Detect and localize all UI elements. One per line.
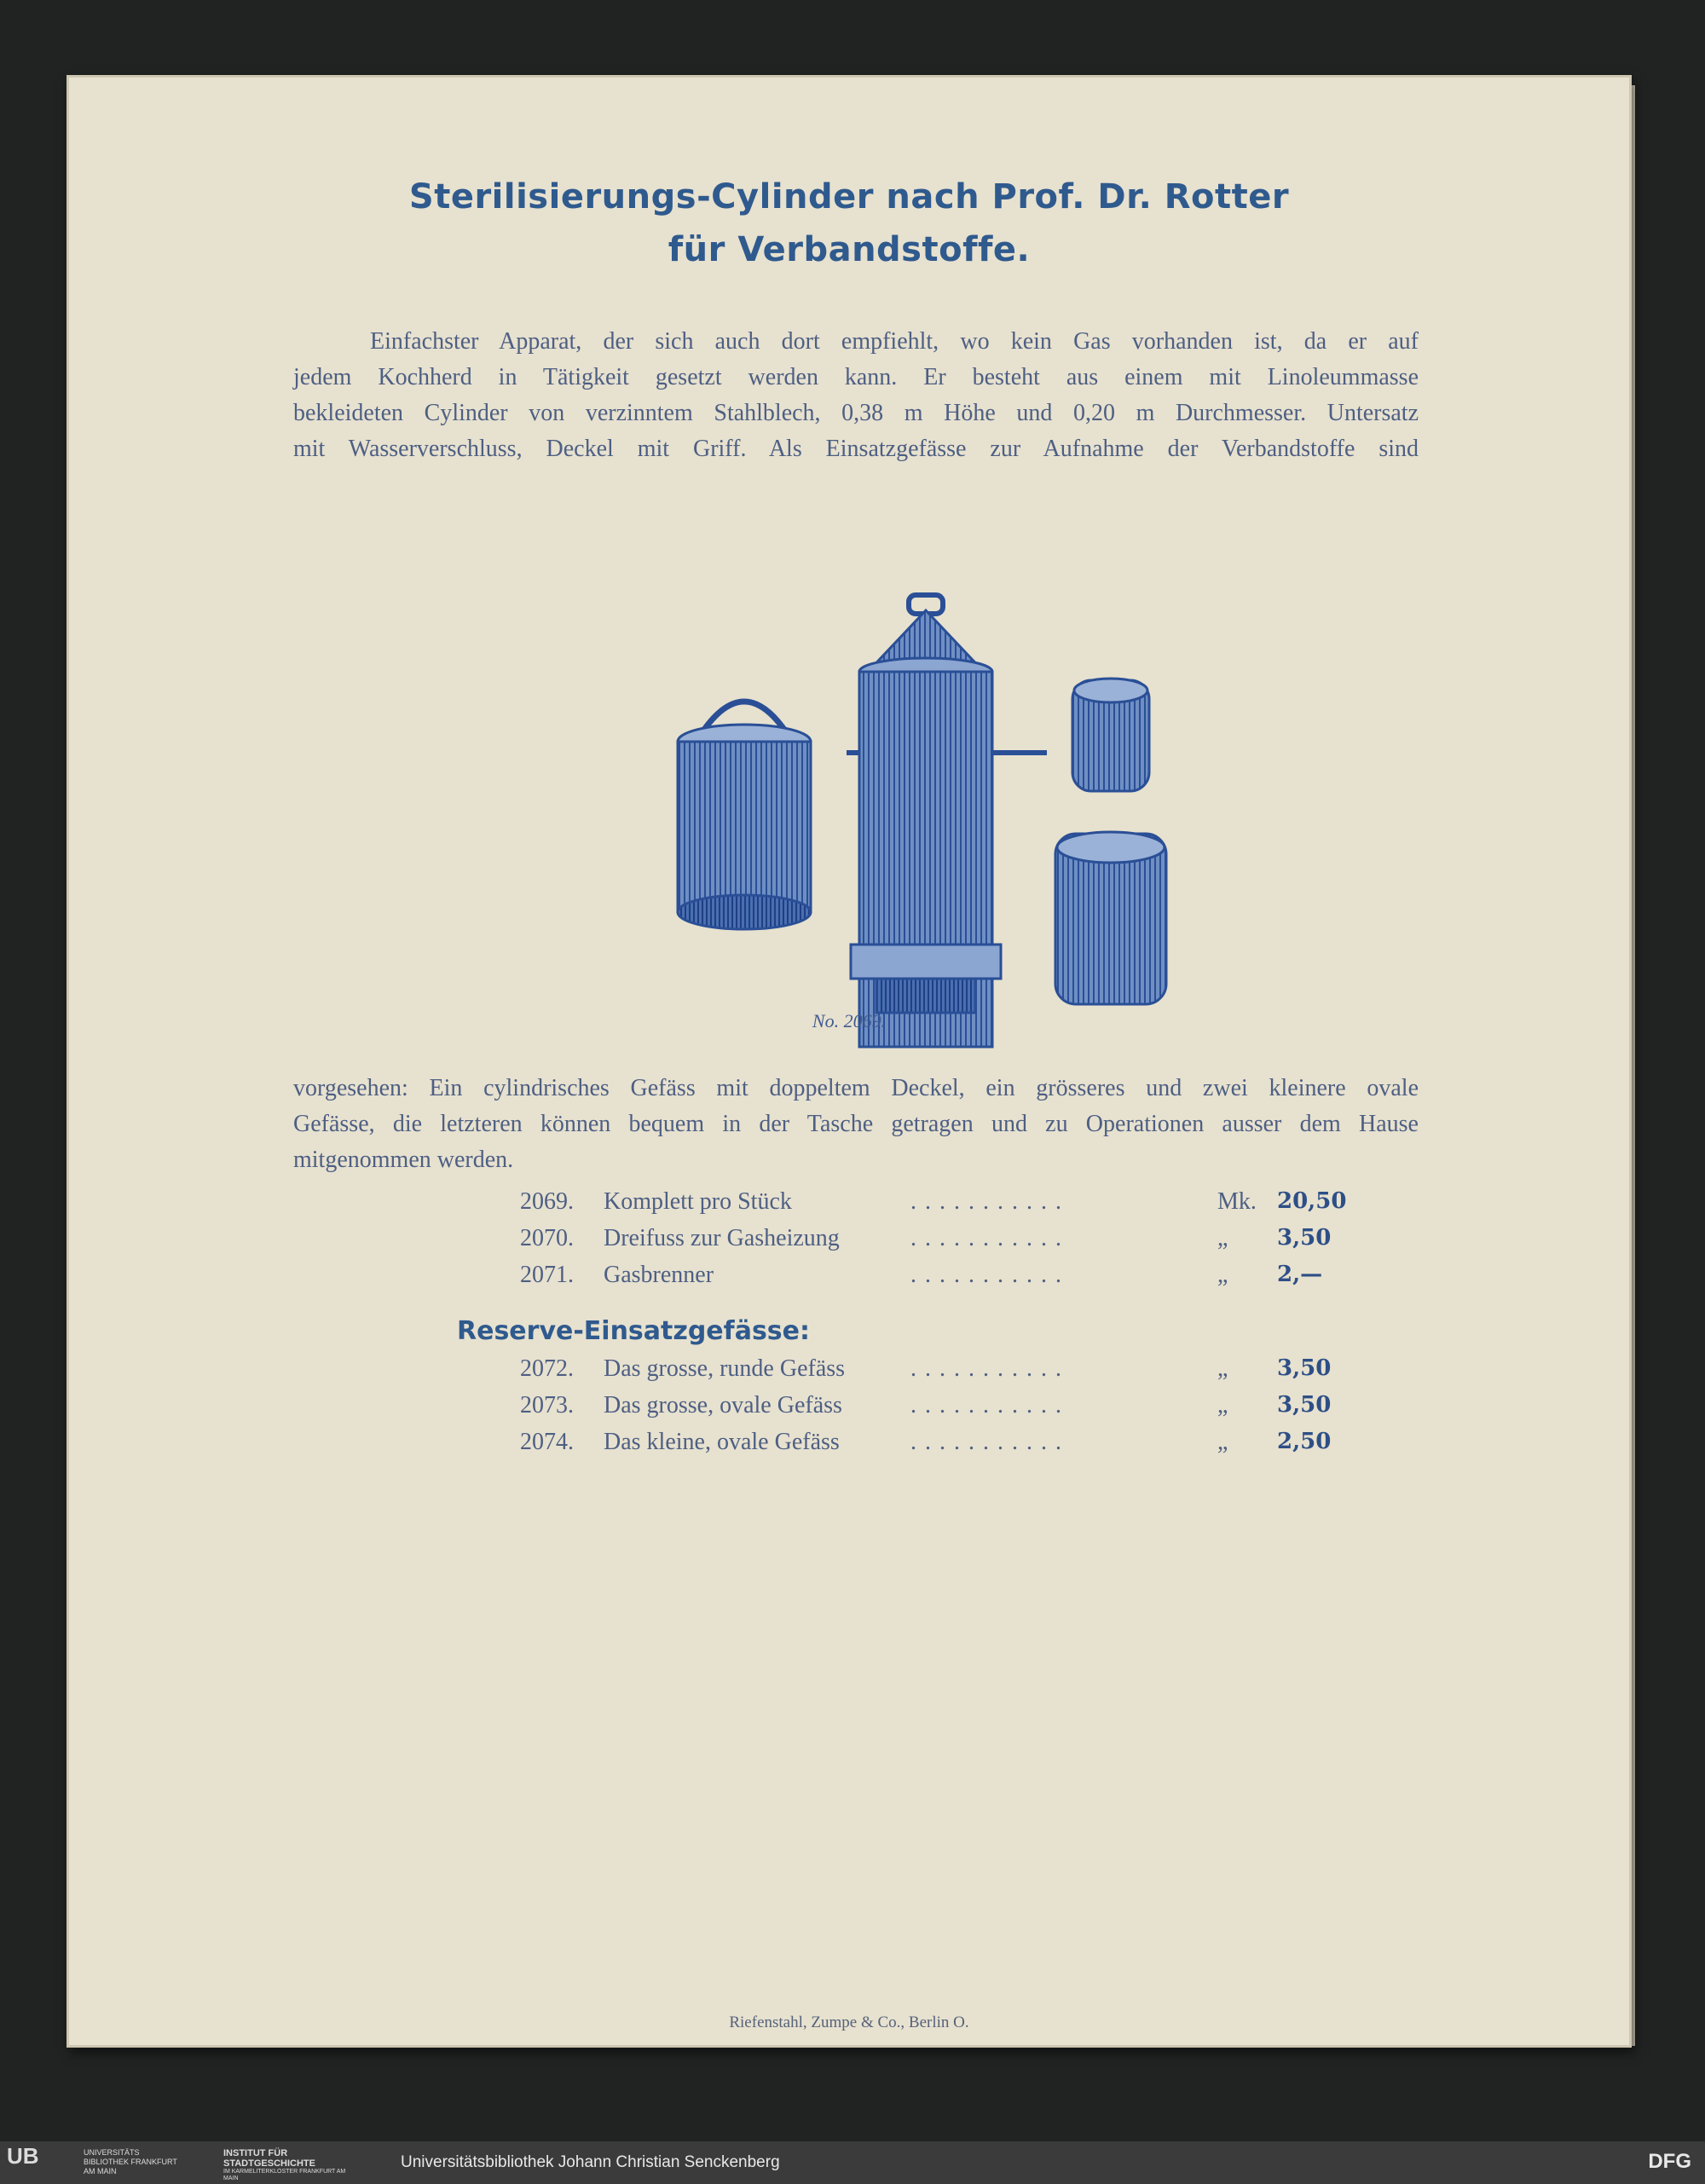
item-label: Gasbrenner <box>604 1262 714 1288</box>
intro-line: Einfachster Apparat, der sich auch dort empfiehlt, wo kein Gas vorhanden ist, da er auf <box>370 328 1419 355</box>
item-label: Das grosse, runde Gefäss <box>604 1355 846 1382</box>
continuation-line: mitgenommen werden. <box>293 1147 514 1173</box>
item-number: 2071. <box>520 1262 574 1288</box>
intro-paragraph <box>293 324 1419 467</box>
item-unit: Mk. <box>1217 1188 1257 1215</box>
reserve-heading: Reserve-Einsatzgefässe: <box>457 1316 811 1346</box>
title-line-2: für Verbandstoffe. <box>668 230 1031 269</box>
intro-line: bekleideten Cylinder von verzinntem Stahlblech, 0,38 m Höhe und 0,20 m Durchmesser. Untersatz <box>293 400 1419 426</box>
price-row <box>450 1392 1345 1429</box>
leader-dots: ........... <box>910 1392 1070 1418</box>
tall-cylinder <box>847 595 1047 1047</box>
price-row <box>450 1355 1345 1392</box>
continuation-line: Gefässe, die letzteren können bequem in der Tasche getragen und zu Operationen ausser dem Hause <box>293 1111 1419 1137</box>
round-vessel <box>678 702 811 929</box>
institut-logo-sub: IM KARMELITERKLOSTER FRANKFURT AM MAIN <box>223 2169 346 2181</box>
item-label: Dreifuss zur Gasheizung <box>604 1225 840 1251</box>
item-label: Das kleine, ovale Gefäss <box>604 1429 840 1455</box>
item-number: 2073. <box>520 1392 574 1418</box>
leader-dots: ........... <box>910 1188 1070 1215</box>
item-unit: „ <box>1217 1225 1228 1251</box>
item-price: 2,50 <box>1277 1429 1332 1454</box>
reserve-price-list <box>450 1355 1345 1465</box>
intro-line: mit Wasserverschluss, Deckel mit Griff. Als Einsatzgefässe zur Aufnahme der Verbandstoffe sind <box>293 436 1419 462</box>
viewer-bottom-bar <box>0 2141 1705 2184</box>
item-price: 2,— <box>1277 1262 1323 1287</box>
item-price: 3,50 <box>1277 1392 1332 1418</box>
item-unit: „ <box>1217 1392 1228 1418</box>
price-list <box>450 1188 1345 1298</box>
price-row <box>450 1262 1345 1298</box>
price-row <box>450 1225 1345 1262</box>
item-price: 20,50 <box>1277 1188 1347 1214</box>
item-unit: „ <box>1217 1429 1228 1455</box>
ub-logo[interactable]: UB <box>7 2143 39 2169</box>
document-page <box>66 75 1632 2048</box>
leader-dots: ........... <box>910 1225 1070 1251</box>
institut-logo[interactable]: INSTITUT FÜR STADTGESCHICHTE <box>223 2148 315 2169</box>
item-number: 2074. <box>520 1429 574 1455</box>
ub-logo-text: UNIVERSITÄTS BIBLIOTHEK FRANKFURT AM MAIN <box>84 2148 177 2175</box>
item-price: 3,50 <box>1277 1225 1332 1251</box>
item-number: 2072. <box>520 1355 574 1382</box>
item-label: Komplett pro Stück <box>604 1188 792 1215</box>
item-label: Das grosse, ovale Gefäss <box>604 1392 842 1418</box>
large-oval-vessel <box>1055 832 1166 1004</box>
intro-line: jedem Kochherd in Tätigkeit gesetzt werden kann. Er besteht aus einem mit Linoleummasse <box>293 364 1419 390</box>
price-row <box>450 1188 1345 1225</box>
leader-dots: ........... <box>910 1429 1070 1455</box>
item-unit: „ <box>1217 1262 1228 1288</box>
dfg-logo[interactable]: DFG <box>1648 2150 1691 2173</box>
item-number: 2070. <box>520 1225 574 1251</box>
small-oval-vessel <box>1072 679 1149 791</box>
price-row <box>450 1429 1345 1465</box>
item-price: 3,50 <box>1277 1355 1332 1381</box>
library-name: Universitätsbibliothek Johann Christian Senckenberg <box>401 2153 780 2171</box>
continuation-line: vorgesehen: Ein cylindrisches Gefäss mit doppeltem Deckel, ein grösseres und zwei kleinere ovale <box>293 1075 1419 1101</box>
item-number: 2069. <box>520 1188 574 1215</box>
continuation-paragraph <box>293 1071 1419 1178</box>
leader-dots: ........... <box>910 1355 1070 1382</box>
figure-caption: No. 2069. <box>812 1010 887 1031</box>
title-line-1: Sterilisierungs-Cylinder nach Prof. Dr. Rotter <box>408 177 1290 217</box>
item-unit: „ <box>1217 1355 1228 1382</box>
sterilizer-illustration <box>663 510 1209 1055</box>
printer-imprint: Riefenstahl, Zumpe & Co., Berlin O. <box>729 2014 969 2031</box>
leader-dots: ........... <box>910 1262 1070 1288</box>
